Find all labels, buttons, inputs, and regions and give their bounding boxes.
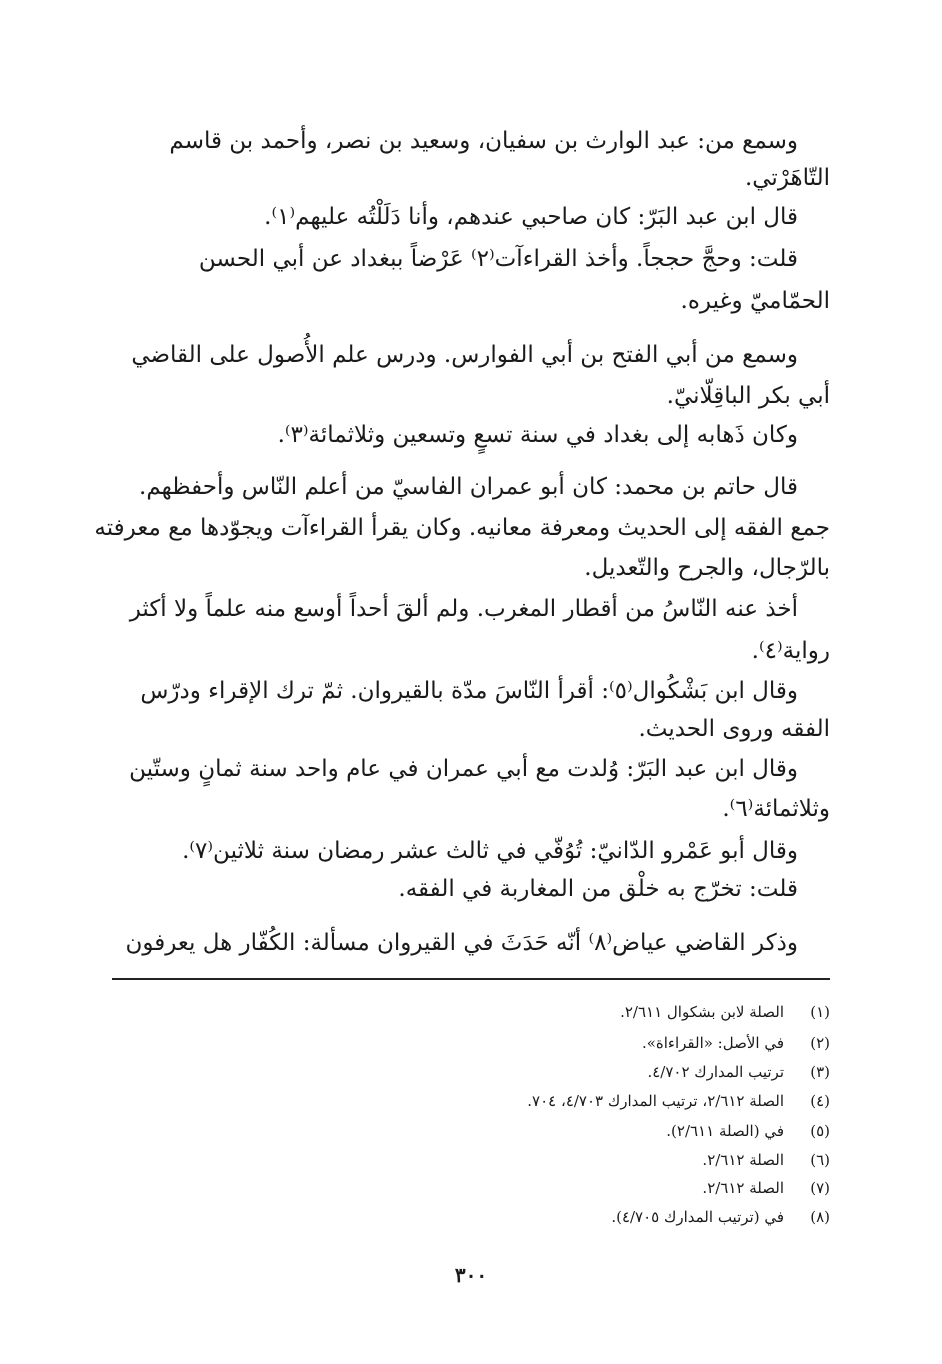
footnote-text: الصلة لابن بشكوال ٢/٦١١. <box>620 1003 784 1021</box>
footnote-number: (٧) <box>810 1179 830 1197</box>
body-line: قال ابن عبد البَرّ: كان صاحبي عندهم، وأنا دَلَلْتُه عليهم⁽١⁾. <box>264 204 798 230</box>
body-line: قلت: وحجَّ حججاً. وأخذ القراءآت⁽٢⁾ عَرْضاً ببغداد عن أبي الحسن <box>198 246 798 272</box>
body-line: قلت: تخرّج به خلْق من المغاربة في الفقه. <box>398 876 798 902</box>
footnote-number: (٦) <box>810 1151 830 1169</box>
footnote-number: (٨) <box>810 1208 830 1226</box>
body-line: أخذ عنه النّاسُ من أقطار المغرب. ولم ألقَ أحداً أوسع منه علماً ولا أكثر <box>129 596 798 622</box>
footnote-number: (٥) <box>810 1122 830 1140</box>
body-line: جمع الفقه إلى الحديث ومعرفة معانيه. وكان يقرأ القراءآت ويجوّدها مع معرفته <box>94 515 830 541</box>
body-line: وكان ذَهابه إلى بغداد في سنة تسعٍ وتسعين وثلاثمائة⁽٣⁾. <box>277 422 798 448</box>
footnote-text: في (ترتيب المدارك ٤/٧٠٥). <box>611 1208 784 1226</box>
footnote-text: الصلة ٢/٦١٢. <box>702 1151 784 1169</box>
footnote-divider <box>112 978 830 980</box>
page-number: ٣٠٠ <box>454 1263 488 1287</box>
body-line: وثلاثمائة⁽٦⁾. <box>722 796 830 822</box>
body-line: الحمّاميّ وغيره. <box>680 288 830 314</box>
footnote-number: (٢) <box>810 1034 830 1052</box>
body-line: الفقه وروى الحديث. <box>638 716 830 742</box>
body-line: وقال ابن عبد البَرّ: وُلدت مع أبي عمران في عام واحد سنة ثمانٍ وستّين <box>129 756 798 782</box>
body-line: وذكر القاضي عياض⁽٨⁾ أنّه حَدَثَ في القيروان مسألة: الكُفّار هل يعرفون <box>125 930 798 956</box>
body-line: وسمع من: عبد الوارث بن سفيان، وسعيد بن نصر، وأحمد بن قاسم <box>169 128 798 154</box>
footnote-text: ترتيب المدارك ٤/٧٠٢. <box>647 1063 784 1081</box>
body-line: أبي بكر الباقِلّانيّ. <box>666 383 830 409</box>
footnote-text: في الأصل: «القراءاة». <box>641 1034 784 1052</box>
body-line: وسمع من أبي الفتح بن أبي الفوارس. ودرس علم الأُصول على القاضي <box>131 342 798 368</box>
footnote-text: الصلة ٢/٦١٢، ترتيب المدارك ٤/٧٠٣، ٧٠٤. <box>527 1092 784 1110</box>
body-line: وقال أبو عَمْرو الدّانيّ: تُوُفّي في ثالث عشر رمضان سنة ثلاثين⁽٧⁾. <box>182 838 798 864</box>
footnote-text: الصلة ٢/٦١٢. <box>702 1179 784 1197</box>
footnote-number: (٣) <box>810 1063 830 1081</box>
body-line: وقال ابن بَشْكُوال⁽٥⁾: أقرأ النّاسَ مدّة بالقيروان. ثمّ ترك الإقراء ودرّس <box>140 678 798 704</box>
body-line: بالرّجال، والجرح والتّعديل. <box>584 555 830 581</box>
body-line: رواية⁽٤⁾. <box>751 638 830 664</box>
footnote-text: في (الصلة ٢/٦١١). <box>666 1122 784 1140</box>
body-line: التّاهَرْتي. <box>744 165 830 191</box>
body-line: قال حاتم بن محمد: كان أبو عمران الفاسيّ من أعلم النّاس وأحفظهم. <box>139 474 798 500</box>
footnote-number: (٤) <box>810 1092 830 1110</box>
footnote-number: (١) <box>810 1003 830 1021</box>
